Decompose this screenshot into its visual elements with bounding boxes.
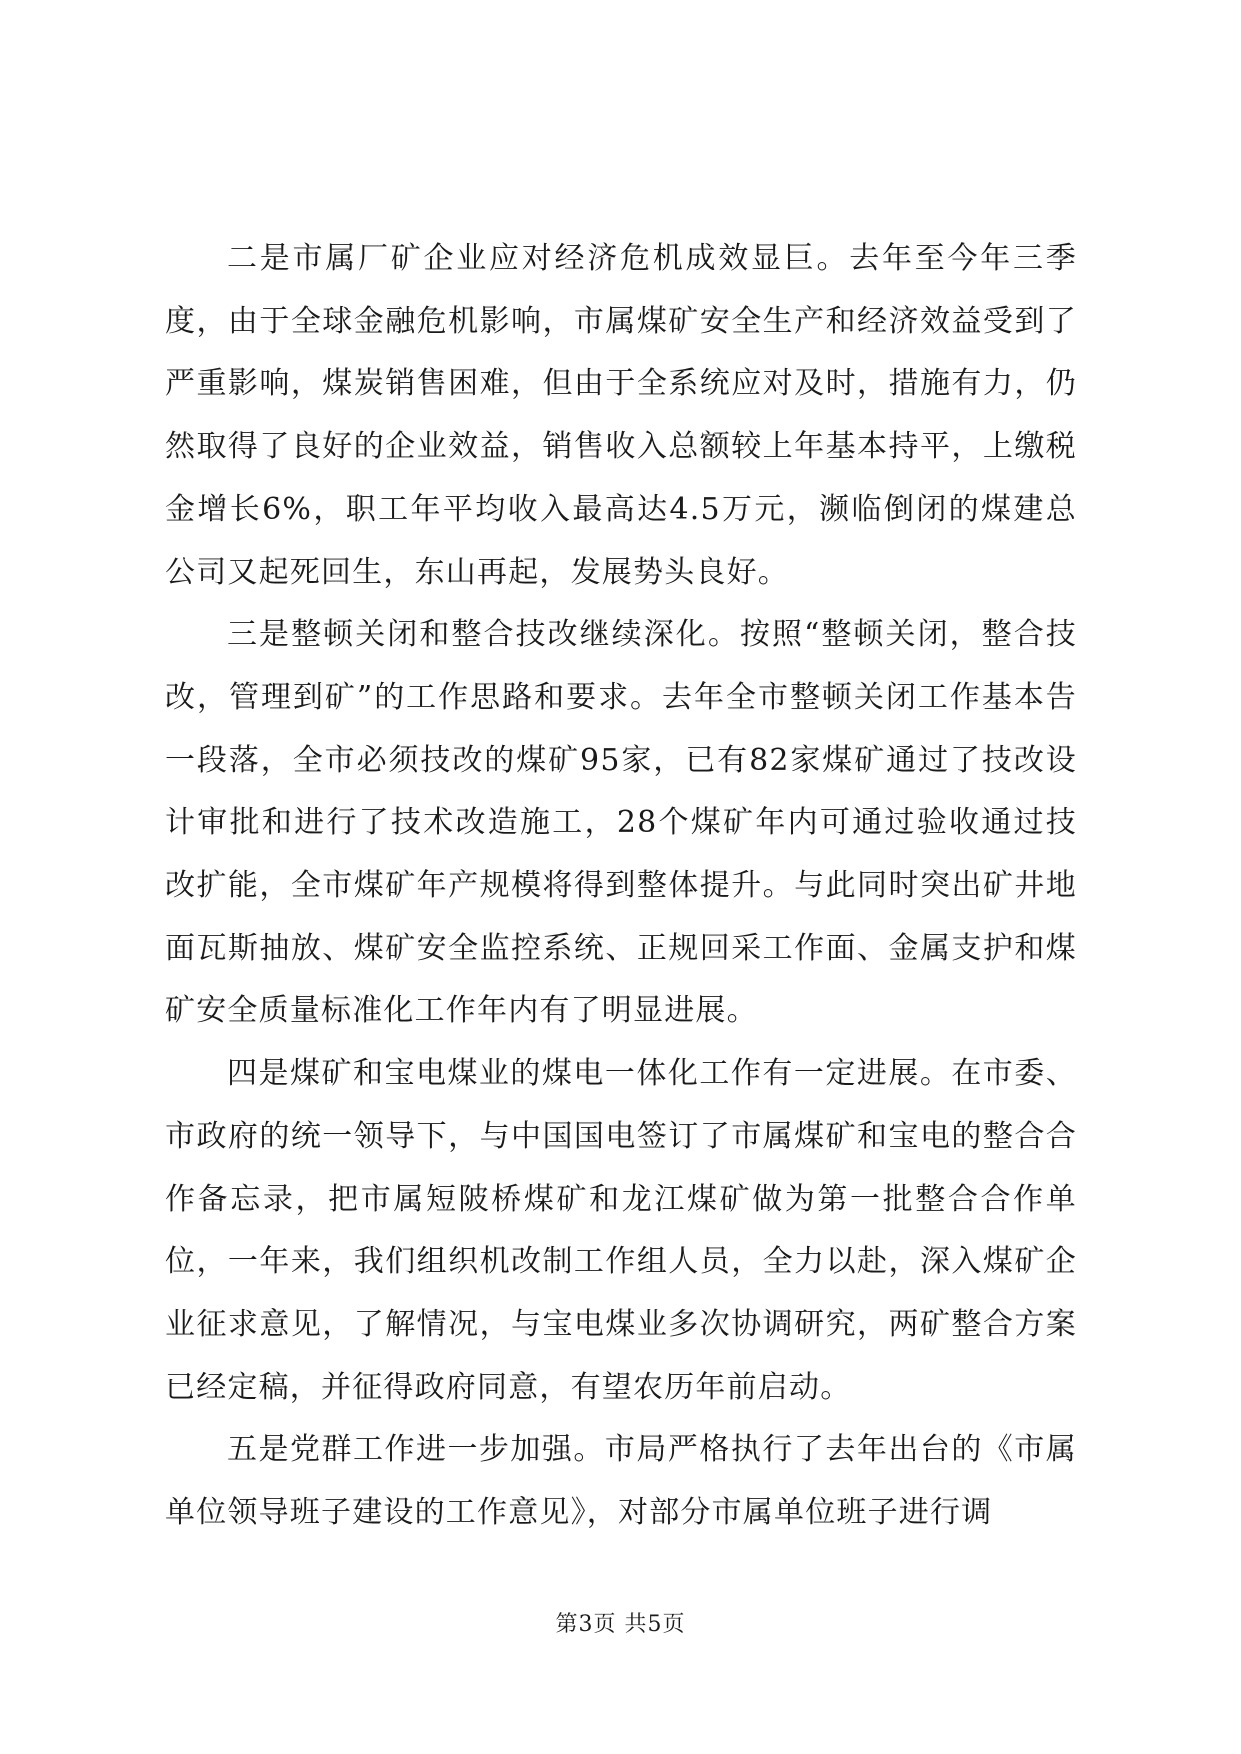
paragraph-3: 三是整顿关闭和整合技改继续深化。按照“整顿关闭，整合技改，管理到矿”的工作思路和要求。去年全市整顿关闭工作基本告一段落，全市必须技改的煤矿95家，已有82家煤矿通过了技改设计审批和进行了技术改造施工，28个煤矿年内可通过验收通过技改扩能，全市煤矿年产规模将得到整体提升。与此同时突出矿井地面瓦斯抽放、煤矿安全监控系统、正规回采工作面、金属支护和煤矿安全质量标准化工作年内有了明显进展。: [165, 617, 1077, 1029]
document-body: [165, 228, 1077, 1545]
page-number-label: 第3页 共5页: [555, 1612, 686, 1637]
page-footer: [0, 1607, 1241, 1638]
paragraph-4: 四是煤矿和宝电煤业的煤电一体化工作有一定进展。在市委、市政府的统一领导下，与中国国电签订了市属煤矿和宝电的整合合作备忘录，把市属短陂桥煤矿和龙江煤矿做为第一批整合合作单位，一年来，我们组织机改制工作组人员，全力以赴，深入煤矿企业征求意见，了解情况，与宝电煤业多次协调研究，两矿整合方案已经定稿，并征得政府同意，有望农历年前启动。: [165, 1056, 1077, 1405]
paragraph-2: 二是市属厂矿企业应对经济危机成效显巨。去年至今年三季度，由于全球金融危机影响，市属煤矿安全生产和经济效益受到了严重影响，煤炭销售困难，但由于全系统应对及时，措施有力，仍然取得了良好的企业效益，销售收入总额较上年基本持平，上缴税金增长6%，职工年平均收入最高达4.5万元，濒临倒闭的煤建总公司又起死回生，东山再起，发展势头良好。: [165, 241, 1077, 590]
paragraph-5: 五是党群工作进一步加强。市局严格执行了去年出台的《市属单位领导班子建设的工作意见》，对部分市属单位班子进行调: [165, 1432, 1077, 1531]
